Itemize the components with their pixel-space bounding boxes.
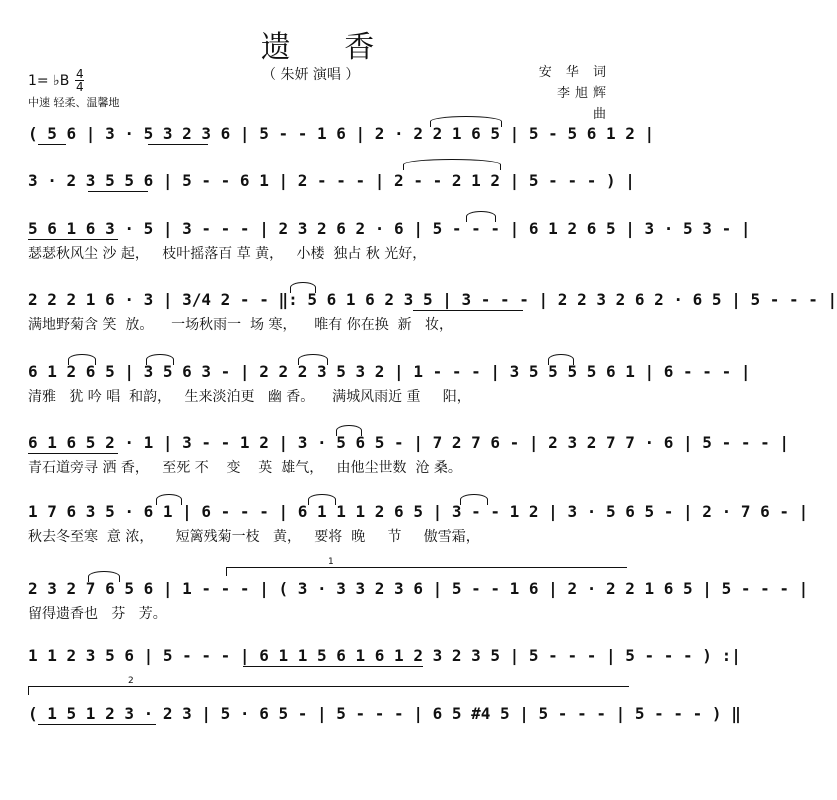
notes-line: 6 1 6 5 2 · 1 | 3 - - 1 2 | 3 · 5 6 5 - | 7 2 7 6 - | 2 3 2 7 7 · 6 | 5 - - - | (28, 433, 789, 452)
time-signature (75, 68, 84, 93)
time-sig-top: 4 (75, 67, 84, 81)
credits (531, 62, 611, 125)
song-title: 遗 香 (260, 30, 397, 65)
tempo-marking: 中速 轻柔、温馨地 (28, 96, 120, 109)
lyrics-line: 留得遗香也 芬 芳。 (28, 606, 167, 622)
lyrics-line: 青石道旁寻 洒 香， 至死 不 变 英 雄气， 由他尘世数 沧 桑。 (28, 460, 462, 476)
notes-line: 3 · 2 3 5 5 6 | 5 - - 6 1 | 2 - - - | 2 - - 2 1 2 | 5 - - - ) | (28, 171, 635, 190)
lyricist-credit: 安 华 词 (538, 65, 611, 80)
notes-line: ( 1 5 1 2 3 · 2 3 | 5 · 6 5 - | 5 - - - | 6 5 #4 5 | 5 - - - | 5 - - - ) ‖ (28, 704, 741, 723)
notes-line: 1 7 6 3 5 · 6 1 | 6 - - - | 6 1 1 1 2 6 5 | 3 - - 1 2 | 3 · 5 6 5 - | 2 · 7 6 - | (28, 502, 809, 521)
notes-line: ( 5 6 | 3 · 5 3 2 3 6 | 5 - - 1 6 | 2 · 2 2 1 6 5 | 5 - 5 6 1 2 | (28, 124, 655, 143)
volta-2-label: 2 (128, 676, 134, 686)
lyrics-line: 清雅 犹 吟 唱 和韵， 生来淡泊更 幽 香。 满城风雨近 重 阳， (28, 389, 471, 405)
volta-1-label: 1 (328, 557, 334, 567)
lyrics-line: 瑟瑟秋风尘 沙 起， 枝叶摇落百 草 黄， 小楼 独占 秋 光好， (28, 246, 427, 262)
lyrics-line: 满地野菊含 笑 放。 一场秋雨一 场 寒， 唯有 你在换 新 妆， (28, 317, 454, 333)
notes-line: 5 6 1 6 3 · 5 | 3 - - - | 2 3 2 6 2 · 6 | 5 - - - | 6 1 2 6 5 | 3 · 5 3 - | (28, 219, 751, 238)
lyrics-line: 秋去冬至寒 意 浓， 短篱残菊一枝 黄， 要将 晚 节 傲雪霜， (28, 529, 480, 545)
notes-line: 2 3 2 7 6 5 6 | 1 - - - | ( 3 · 3 3 2 3 6 | 5 - - 1 6 | 2 · 2 2 1 6 5 | 5 - - - | (28, 579, 809, 598)
time-sig-bottom: 4 (75, 80, 84, 94)
notes-line: 2 2 2 1 6 · 3 | 3/4 2 - - ‖: 5 6 1 6 2 3 5 | 3 - - - | 2 2 3 2 6 2 · 6 5 | 5 - - - | (28, 290, 837, 309)
singer-credit: （ 朱妍 演唱 ） (262, 67, 360, 83)
key-label: 1= ♭B (28, 72, 70, 89)
composer-credit: 李旭辉 曲 (556, 86, 611, 122)
notes-line: 6 1 2 6 5 | 3 5 6 3 - | 2 2 2 3 5 3 2 | 1 - - - | 3 5 5 5 5 6 1 | 6 - - - | (28, 362, 751, 381)
notes-line: 1 1 2 3 5 6 | 5 - - - | 6 1 1 5 6 1 6 1 2 3 2 3 5 | 5 - - - | 5 - - - ) :| (28, 646, 741, 665)
key-signature (28, 68, 84, 93)
